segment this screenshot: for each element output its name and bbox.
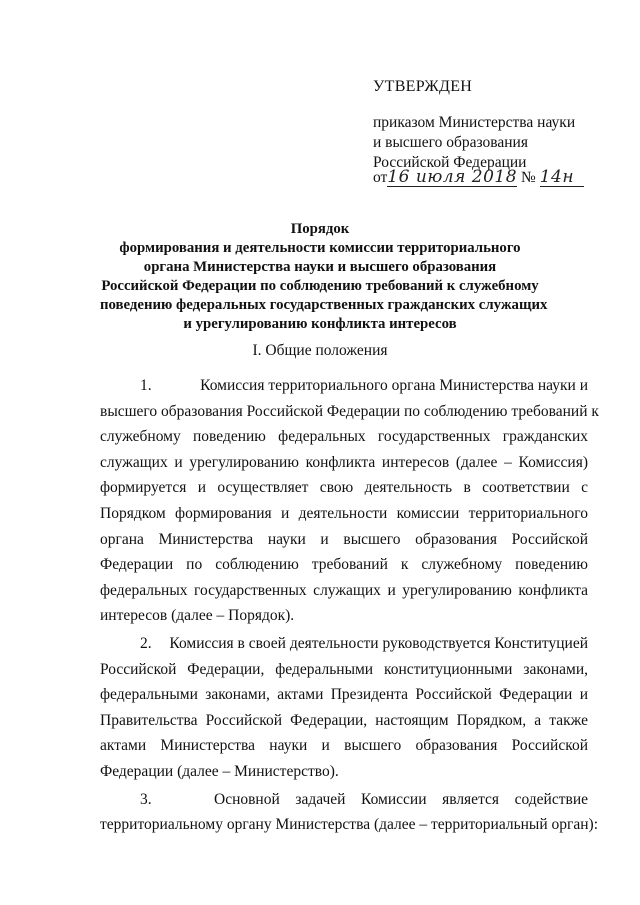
- paragraph-line: территориальному органу Министерства (далее – территориальный орган):: [100, 816, 599, 834]
- paragraph-line: Федерации (далее – Министерство).: [100, 762, 339, 780]
- paragraph-number: 2.: [140, 634, 152, 652]
- handwritten-date: 16 июля 2018: [387, 167, 518, 187]
- date-prefix: от: [373, 169, 388, 186]
- approval-line: приказом Министерства науки: [373, 114, 576, 131]
- paragraph-2: [100, 631, 588, 785]
- section-heading: I. Общие положения: [252, 342, 388, 359]
- paragraph-line: интересов (далее – Порядок).: [100, 607, 295, 625]
- title-line: и урегулированию конфликта интересов: [183, 316, 457, 332]
- paragraph-line: актами Министерства науки и высшего образования Российской: [100, 737, 588, 755]
- paragraph-number: 1.: [140, 377, 152, 394]
- paragraph-line: федеральными законами, актами Президента Российской Федерации и: [100, 686, 588, 704]
- approval-line: и высшего образования: [373, 134, 528, 151]
- approval-date-number: [373, 168, 584, 187]
- paragraph-line: 1. Комиссия территориального органа Министерства науки и: [100, 373, 588, 399]
- paragraph-line: высшего образования Российской Федерации по соблюдению требований к: [100, 402, 599, 420]
- title-line: формирования и деятельности комиссии территориального: [119, 240, 521, 256]
- document-body: [100, 373, 599, 840]
- approval-heading: УТВЕРЖДЕН: [373, 78, 473, 95]
- title-line: Порядок: [290, 221, 350, 237]
- approval-order-lines: [373, 113, 575, 173]
- paragraph-line: Российской Федерации, федеральными конституционными законами,: [100, 660, 588, 678]
- title-line: органа Министерства науки и высшего образования: [143, 259, 497, 275]
- title-line: Российской Федерации по соблюдению требований к служебному: [101, 278, 539, 294]
- paragraph-3: [100, 787, 599, 838]
- paragraph-number: 3.: [140, 790, 152, 808]
- number-prefix: №: [521, 169, 536, 186]
- paragraph-line: служащих и урегулированию конфликта интересов (далее – Комиссия): [100, 453, 588, 471]
- approval-line: Российской Федерации: [373, 154, 527, 171]
- paragraph-line: 3. Основной задачей Комиссии является содействие: [100, 787, 588, 813]
- paragraph-line: Федерации по соблюдению требований к служебному поведению: [100, 556, 588, 574]
- document-title: [100, 220, 548, 334]
- paragraph-line: служебному поведению федеральных государственных гражданских: [100, 428, 588, 446]
- paragraph-1: [100, 373, 599, 629]
- paragraph-line: Правительства Российской Федерации, настоящим Порядком, а также: [100, 711, 588, 729]
- paragraph-line: Порядком формирования и деятельности комиссии территориального: [100, 504, 588, 522]
- paragraph-line: органа Министерства науки и высшего образования Российской: [100, 530, 588, 548]
- paragraph-line: 2. Комиссия в своей деятельности руководствуется Конституцией: [100, 631, 588, 657]
- paragraph-line: федеральных государственных служащих и урегулированию конфликта: [100, 581, 588, 599]
- paragraph-line: формируется и осуществляет свою деятельность в соответствии с: [100, 479, 588, 497]
- handwritten-number: 14н: [540, 168, 584, 187]
- title-line: поведению федеральных государственных гражданских служащих: [100, 297, 548, 313]
